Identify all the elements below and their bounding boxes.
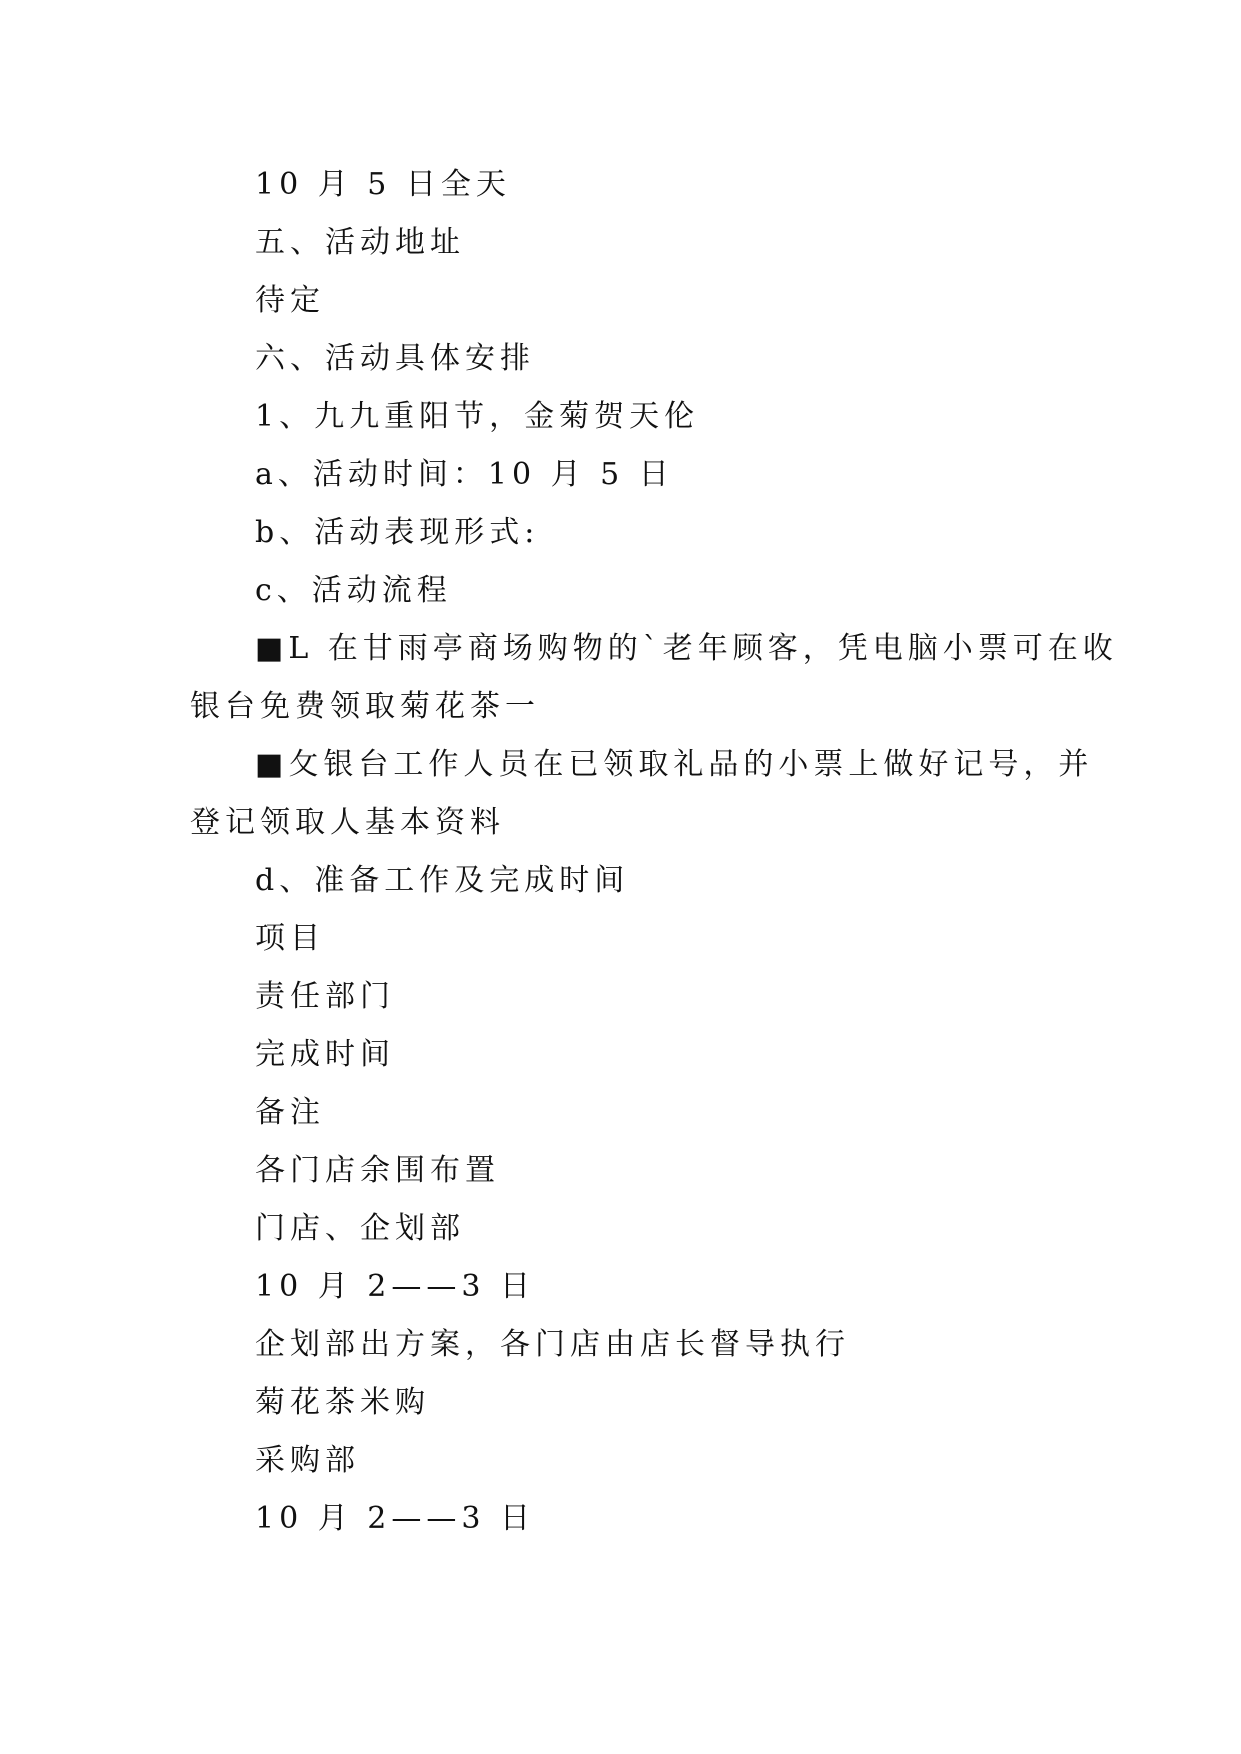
text-line: 采购部	[255, 1443, 360, 1478]
paragraph-line: 银台免费领取菊花茶一	[190, 689, 540, 724]
text-line: 各门店余围布置	[255, 1153, 500, 1188]
section-heading: 六、活动具体安排	[255, 341, 535, 376]
section-heading: 五、活动地址	[255, 225, 465, 260]
paragraph-line: ■L 在甘雨亭商场购物的`老年顾客，凭电脑小票可在收	[255, 631, 1118, 666]
list-item: c、活动流程	[255, 573, 452, 608]
list-item: a、活动时间：10 月 5 日	[255, 457, 674, 492]
text-line: 备注	[255, 1095, 325, 1130]
paragraph-line: ■攵银台工作人员在已领取礼品的小票上做好记号，并	[255, 747, 1094, 782]
text-line: 责任部门	[255, 979, 395, 1014]
text-line: 菊花茶米购	[255, 1385, 430, 1420]
text-line: 10 月 5 日全天	[255, 167, 511, 202]
text-line: 企划部出方案，各门店由店长督导执行	[255, 1327, 850, 1362]
paragraph-line: 登记领取人基本资料	[190, 805, 505, 840]
list-item: d、准备工作及完成时间	[255, 863, 630, 898]
text-line: 完成时间	[255, 1037, 395, 1072]
text-line: 待定	[255, 283, 325, 318]
text-line: 10 月 2——3 日	[255, 1501, 535, 1536]
text-line: 项目	[255, 921, 325, 956]
text-line: 10 月 2——3 日	[255, 1269, 535, 1304]
subsection-heading: 1、九九重阳节，金菊贺天伦	[255, 399, 700, 434]
list-item: b、活动表现形式:	[255, 515, 540, 550]
text-line: 门店、企划部	[255, 1211, 465, 1246]
